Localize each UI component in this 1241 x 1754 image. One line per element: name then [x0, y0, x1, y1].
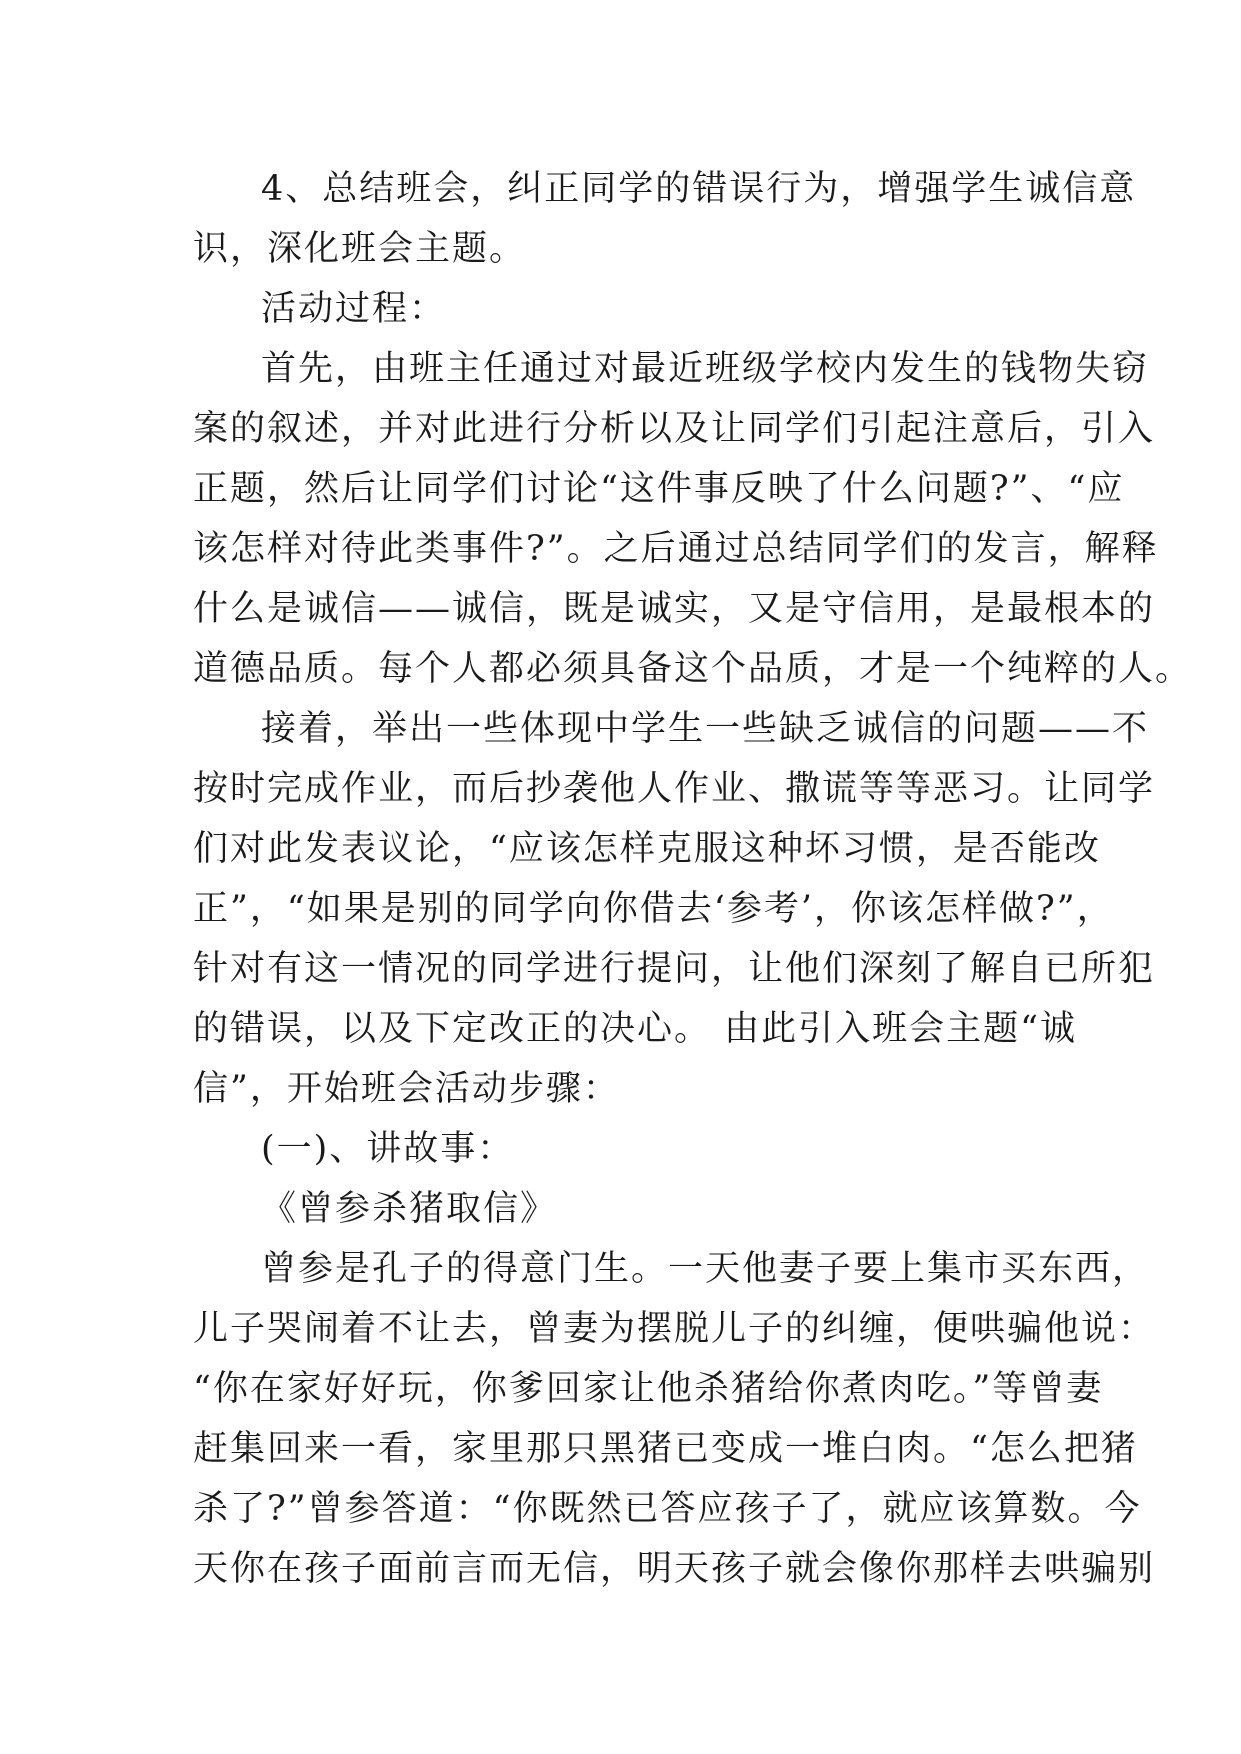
- text-line: 赶集回来一看，家里那只黑猪已变成一堆白肉。“怎么把猪: [193, 1429, 1138, 1469]
- text-line: 识，深化班会主题。: [193, 229, 527, 269]
- section-heading: (一)、讲故事：: [261, 1129, 515, 1169]
- text-line: 曾参是孔子的得意门生。一天他妻子要上集市买东西，: [261, 1249, 1150, 1289]
- text-line: 信”，开始班会活动步骤：: [193, 1069, 620, 1109]
- text-line: 接着，举出一些体现中学生一些缺乏诚信的问题——不: [261, 709, 1150, 749]
- text-line: 活动过程：: [261, 289, 447, 329]
- text-line: 该怎样对待此类事件?”。之后通过总结同学们的发言，解释: [193, 529, 1159, 569]
- text-line: 按时完成作业，而后抄袭他人作业、撒谎等等恶习。让同学: [193, 769, 1156, 809]
- text-line: 正”，“如果是别的同学向你借去‘参考’，你该怎样做?”，: [193, 889, 1114, 929]
- text-line: 正题，然后让同学们讨论“这件事反映了什么问题?”、“应: [193, 469, 1125, 509]
- text-line: 首先，由班主任通过对最近班级学校内发生的钱物失窃: [261, 349, 1150, 389]
- text-line: 天你在孩子面前言而无信，明天孩子就会像你那样去哄骗别: [193, 1549, 1156, 1589]
- text-line: 杀了?”曾参答道：“你既然已答应孩子了，就应该算数。今: [193, 1489, 1142, 1529]
- story-title: 《曾参杀猪取信》: [261, 1189, 558, 1229]
- text-line: 们对此发表议论，“应该怎样克服这种坏习惯，是否能改: [193, 829, 1101, 869]
- text-line: 的错误，以及下定改正的决心。 由此引入班会主题“诚: [193, 1009, 1078, 1049]
- text-line: 什么是诚信——诚信，既是诚实，又是守信用，是最根本的: [193, 589, 1156, 629]
- text-line: 儿子哭闹着不让去，曾妻为摆脱儿子的纠缠，便哄骗他说：: [193, 1309, 1156, 1349]
- text-line: 案的叙述，并对此进行分析以及让同学们引起注意后，引入: [193, 409, 1156, 449]
- text-line: “你在家好好玩，你爹回家让他杀猪给你煮肉吃。”等曾妻: [193, 1369, 1104, 1409]
- text-line: 道德品质。每个人都必须具备这个品质，才是一个纯粹的人。: [193, 649, 1193, 689]
- text-line: 针对有这一情况的同学进行提问，让他们深刻了解自已所犯: [193, 949, 1156, 989]
- text-line: 4、总结班会，纠正同学的错误行为，增强学生诚信意: [261, 169, 1137, 209]
